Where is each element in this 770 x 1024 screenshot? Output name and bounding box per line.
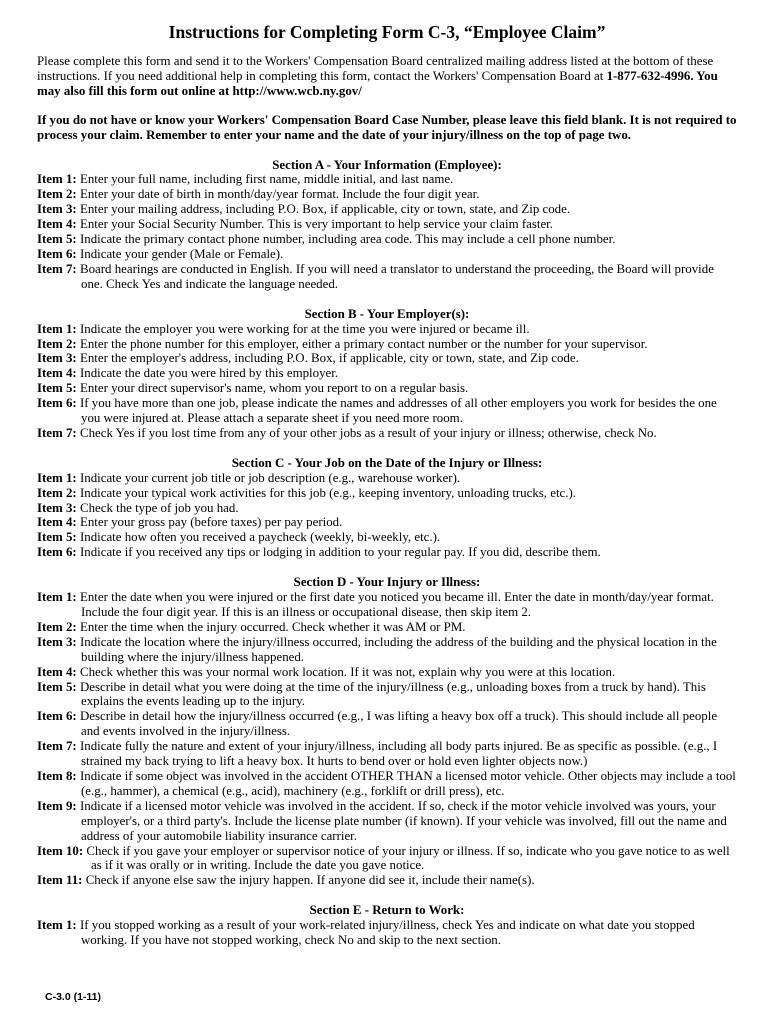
item-text: Check the type of job you had. [79,500,239,515]
instruction-item [37,217,737,232]
item-label: Item 3: [37,634,77,649]
instruction-item [37,172,737,187]
item-text: Enter your gross pay (before taxes) per pay period. [79,515,343,530]
instruction-item [37,545,737,560]
instruction-item [37,396,737,426]
instruction-item [37,844,737,874]
section-heading: Section A - Your Information (Employee): [272,157,502,172]
item-text: Indicate the employer you were working for at the time you were injured or became ill. [79,321,530,336]
instruction-item [37,351,737,366]
item-text: Indicate if you received any tips or lodging in addition to your regular pay. If you did, describe them. [79,545,601,560]
item-text: Indicate your current job title or job description (e.g., warehouse worker). [79,470,461,485]
item-text: Enter your direct supervisor's name, whom you report to on a regular basis. [79,381,469,396]
instruction-item [37,232,737,247]
instruction-item [37,515,737,530]
section-heading: Section C - Your Job on the Date of the Injury or Illness: [231,455,543,470]
item-text: If you have more than one job, please indicate the names and addresses of all other employers you work for besides the one you were injured at. Please attach a separate sheet if you need more room. [79,396,717,426]
item-label: Item 1: [37,918,77,933]
instruction-item [37,247,737,262]
item-label: Item 2: [37,485,77,500]
item-text: Enter your mailing address, including P.O. Box, if applicable, city or town, state, and Zip code. [79,202,571,217]
item-label: Item 3: [37,351,77,366]
item-label: Item 6: [37,246,77,261]
item-label: Item 2: [37,619,77,634]
item-text: Indicate the date you were hired by this employer. [79,366,339,381]
instruction-item [37,262,737,292]
instruction-item [37,366,737,381]
item-label: Item 6: [37,396,77,411]
item-label: Item 7: [37,425,77,440]
item-text: Indicate how often you received a paycheck (weekly, bi-weekly, etc.). [79,530,441,545]
item-label: Item 11: [37,873,83,888]
instruction-item [37,918,737,948]
instruction-item [37,799,737,844]
instruction-item [37,680,737,710]
instruction-item [37,620,737,635]
item-text: Enter your full name, including first name, middle initial, and last name. [79,172,454,187]
page-title: Instructions for Completing Form C-3, “Employee Claim” [168,22,606,42]
case-number-notice: If you do not have or know your Workers' Compensation Board Case Number, please leave this field blank. It is not required to process your claim. Remember to enter your name and the date of your injury/illness on the top of page two. [37,112,737,142]
item-text: Enter your Social Security Number. This is very important to help service your claim faster. [79,217,553,232]
item-label: Item 5: [37,530,77,545]
item-text: Indicate your gender (Male or Female). [79,246,284,261]
item-text: Enter your date of birth in month/day/year format. Include the four digit year. [79,187,480,202]
item-text: Check whether this was your normal work location. If it was not, explain why you were at this location. [79,664,616,679]
instruction-item [37,381,737,396]
item-label: Item 1: [37,590,77,605]
item-text: Check if anyone else saw the injury happen. If anyone did see it, include their name(s). [85,873,535,888]
item-text: Indicate the location where the injury/illness occurred, including the address of the building and the physical location in the building where the injury/illness happened. [79,634,717,664]
item-label: Item 4: [37,366,77,381]
instructions-document [37,22,737,948]
item-label: Item 5: [37,679,77,694]
item-text: Check if you gave your employer or supervisor notice of your injury or illness. If so, indicate who you gave notice to as well as if it was orally or in writing. Include the date you gave notice. [86,843,730,873]
item-text: Describe in detail how the injury/illness occurred (e.g., I was lifting a heavy box off a truck). This should include all people and events involved in the injury/illness. [79,709,718,739]
instruction-item [37,635,737,665]
item-text: Describe in detail what you were doing at the time of the injury/illness (e.g., unloading boxes from a truck by hand). This explains the events leading up to the injury. [79,679,706,709]
item-label: Item 8: [37,768,77,783]
item-label: Item 4: [37,217,77,232]
item-label: Item 5: [37,381,77,396]
section-heading: Section D - Your Injury or Illness: [293,575,481,590]
form-code: C-3.0 (1-11) [45,991,102,1003]
item-label: Item 4: [37,664,77,679]
item-label: Item 9: [37,798,77,813]
item-text: Indicate if some object was involved in the accident OTHER THAN a licensed motor vehicle. Other objects may include a tool (e.g., hammer), a chemical (e.g., acid), machinery (e.g., forklift or drill press), etc. [79,768,736,798]
instruction-item [37,322,737,337]
item-text: If you stopped working as a result of your work-related injury/illness, check Yes and indicate on what date you stopped working. If you have not stopped working, check No and skip to the next section. [79,918,695,948]
intro-contact: 1-877-632-4996. You may also fill this form out online at http://www.wcb.ny.gov/ [37,68,718,98]
instruction-item [37,501,737,516]
item-label: Item 1: [37,172,77,187]
item-label: Item 2: [37,187,77,202]
instruction-item [37,665,737,680]
item-label: Item 6: [37,545,77,560]
instruction-item [37,590,737,620]
item-label: Item 1: [37,470,77,485]
instruction-item [37,426,737,441]
item-label: Item 7: [37,261,77,276]
intro-text: Please complete this form and send it to the Workers' Compensation Board centralized mailing address listed at the bottom of these instructions. If you need additional help in completing this form, contact the Workers' Compensation Board at [37,54,714,83]
instruction-item [37,530,737,545]
section-heading: Section E - Return to Work: [309,903,465,918]
instruction-item [37,471,737,486]
instruction-item [37,739,737,769]
instruction-item [37,187,737,202]
item-text: Enter the phone number for this employer, either a primary contact number or the number for your supervisor. [79,336,648,351]
intro-paragraph [37,54,737,99]
item-label: Item 6: [37,709,77,724]
item-text: Check Yes if you lost time from any of your other jobs as a result of your injury or illness; otherwise, check No. [79,425,657,440]
instruction-item [37,337,737,352]
item-label: Item 2: [37,336,77,351]
item-label: Item 3: [37,202,77,217]
item-text: Indicate your typical work activities for this job (e.g., keeping inventory, unloading trucks, etc.). [79,485,576,500]
sections-container [37,158,737,948]
item-label: Item 7: [37,739,77,754]
instruction-item [37,709,737,739]
item-text: Indicate if a licensed motor vehicle was involved in the accident. If so, check if the motor vehicle involved was yours, your employer's, or a third party's. Include the license plate number (if known). If your vehicle was involved, fill out the name and address of your automobile liability insurance carrier. [79,798,727,843]
instruction-item [37,769,737,799]
instruction-item [37,202,737,217]
item-label: Item 1: [37,321,77,336]
section-heading: Section B - Your Employer(s): [304,306,470,321]
instruction-item [37,873,737,888]
item-label: Item 4: [37,515,77,530]
item-text: Enter the date when you were injured or the first date you noticed you became ill. Enter the date in month/day/year format. Include the four digit year. If this is an illness or occupational disease, then skip item 2. [79,590,714,619]
item-text: Enter the employer's address, including P.O. Box, if applicable, city or town, state, and Zip code. [79,351,579,366]
item-label: Item 5: [37,232,77,247]
item-label: Item 3: [37,500,77,515]
item-text: Indicate fully the nature and extent of your injury/illness, including all body parts injured. Be as specific as possible. (e.g., I strained my back trying to lift a heavy box. It hurts to bend over or hold even lighter objects now.) [79,739,718,769]
item-text: Indicate the primary contact phone number, including area code. This may include a cell phone number. [79,232,616,247]
instruction-item [37,486,737,501]
item-label: Item 10: [37,843,84,858]
item-text: Enter the time when the injury occurred. Check whether it was AM or PM. [79,619,466,634]
item-text: Board hearings are conducted in English. If you will need a translator to understand the proceeding, the Board will provide one. Check Yes and indicate the language needed. [79,261,714,291]
